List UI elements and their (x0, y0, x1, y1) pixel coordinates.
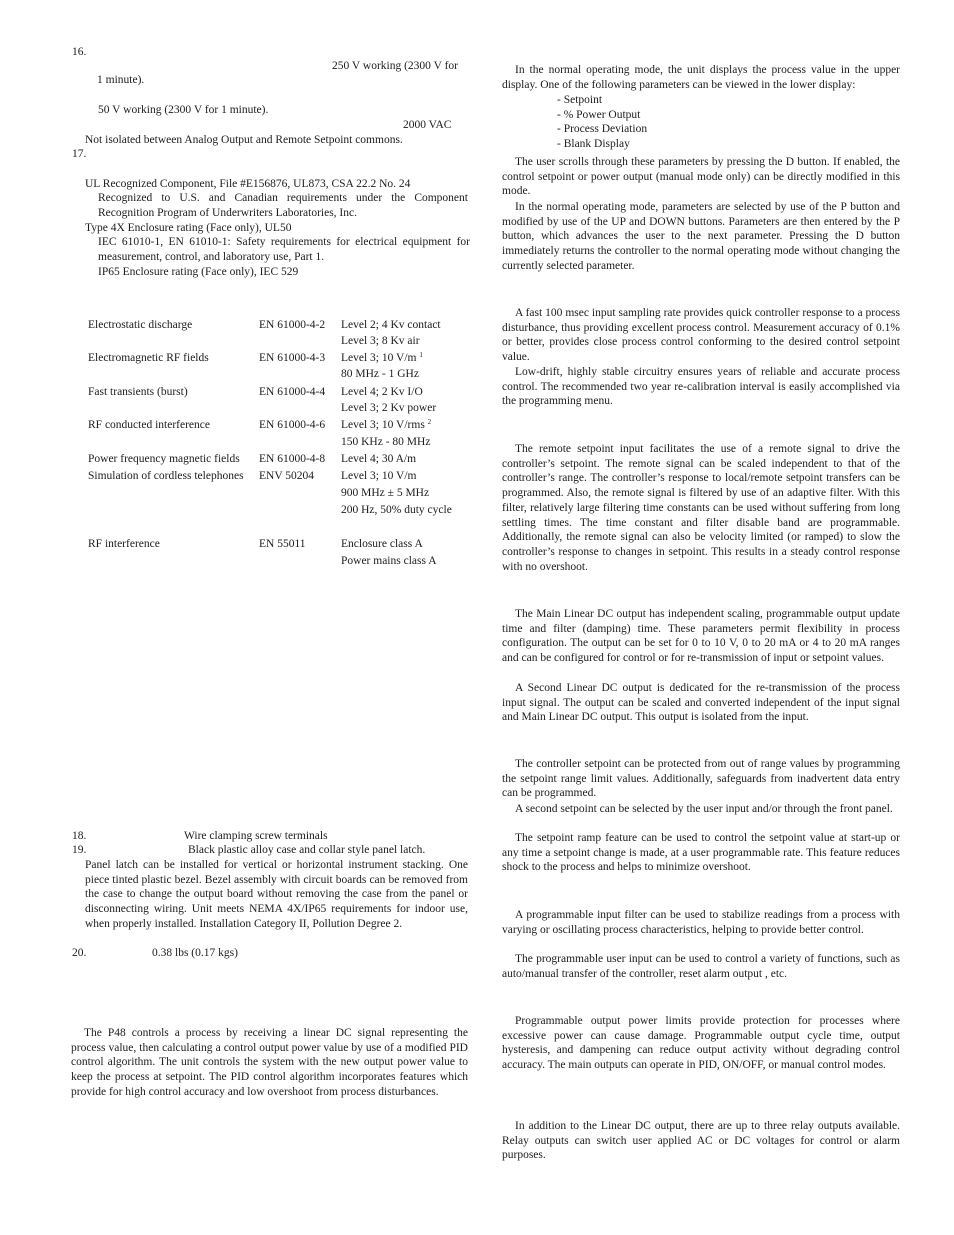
emc-standard: EN 61000-4-3 (259, 352, 326, 364)
input-filter-paragraph: A programmable input filter can be used to stabilize readings from a process with varying or oscillating process characteristics, helping to provide better control. (502, 909, 900, 936)
p48-description: The P48 controls a process by receiving a linear DC signal representing the process value, then calculating a control output power value by use of a modified PID control algorithm. The unit controls the system with the new output power value to keep the process at setpoint. The PID control algorithm incorporates features which provide for high control accuracy and low overshoot from process disturbances. (71, 1027, 468, 1098)
emc-standard: EN 55011 (259, 538, 306, 550)
item-16-line1: 250 V working (2300 V for (332, 60, 458, 72)
list-item: - Setpoint (557, 94, 603, 106)
emc-test-name: Electromagnetic RF fields (88, 352, 209, 364)
linear-output-paragraph-2: A Second Linear DC output is dedicated for the re-transmission of the process input signal. The output can be scaled and converted independent of the input signal and Main Linear DC output. This output is isolated from the input. (502, 682, 900, 724)
display-paragraph-3: In the normal operating mode, parameters are selected by use of the P button and modified by use of the UP and DOWN buttons. Parameters are then entered by the P button, which advances the user to the next parameter. Pressing the D button immediately returns the controller to the normal operating mode without changing the currently selected parameter. (502, 201, 900, 272)
emc-test-name: Power frequency magnetic fields (88, 453, 240, 465)
sampling-paragraph-1: A fast 100 msec input sampling rate provides quick controller response to a process disturbance, thus providing excellent process control. Measurement accuracy of 0.1% or better, provides close process control conforming to the desired control setpoint value. (502, 307, 900, 364)
footnote-marker: 2 (427, 418, 432, 426)
emc-level-2: 900 MHz ± 5 MHz (341, 487, 430, 499)
type-4x-line: Type 4X Enclosure rating (Face only), UL50 (85, 222, 292, 234)
item-19-number: 19. (72, 844, 87, 856)
user-input-paragraph: The programmable user input can be used to control a variety of functions, such as auto/manual transfer of the controller, reset alarm output , etc. (502, 953, 900, 980)
emc-level-2: Level 3; 2 Kv power (341, 402, 437, 414)
setpoint-paragraph-2: A second setpoint can be selected by the user input and/or through the front panel. (515, 803, 893, 815)
display-parameter-list (557, 93, 647, 151)
emc-standard: ENV 50204 (259, 470, 315, 482)
ul-recognized-paragraph: Recognized to U.S. and Canadian requirements under the Component Recognition Program of Underwriters Laboratories, Inc. (98, 192, 468, 219)
emc-level-text: Level 3; 10 V/m (341, 352, 417, 364)
output-power-paragraph: Programmable output power limits provide protection for processes where excessive power can cause damage. Programmable output cycle time, output hysteresis, and dampening can reduce output activity without degrading control accuracy. The main outputs can operate in PID, ON/OFF, or manual control modes. (502, 1015, 900, 1072)
emc-test-name: Electrostatic discharge (88, 319, 193, 331)
setpoint-paragraph-3: The setpoint ramp feature can be used to control the setpoint value at start-up or any time a setpoint change is made, at a user programmable rate. This feature reduces shock to the process and helps to minimize overshoot. (502, 832, 900, 874)
item-18-number: 18. (72, 830, 87, 842)
emc-test-name: Simulation of cordless telephones (88, 470, 244, 482)
list-item: - % Power Output (557, 108, 641, 121)
item-16-number: 16. (72, 46, 87, 58)
emc-standard: EN 61000-4-4 (259, 386, 326, 398)
emc-level: Level 3; 10 V/m (341, 470, 417, 482)
sampling-paragraph-2: Low-drift, highly stable circuitry ensures years of reliable and accurate process control. The recommended two year re-calibration interval is easily accomplished via the programming menu. (502, 366, 900, 408)
item-17-number: 17. (72, 148, 87, 160)
item-16-line4: 2000 VAC (403, 119, 452, 131)
emc-level: Level 2; 4 Kv contact (341, 319, 441, 331)
ip65-line: IP65 Enclosure rating (Face only), IEC 529 (98, 266, 299, 278)
iec-paragraph (98, 235, 470, 264)
display-intro: In the normal operating mode, the unit displays the process value in the upper display. One of the following parameters can be viewed in the lower display: (502, 64, 900, 91)
item-19-paragraph: Panel latch can be installed for vertical or horizontal instrument stacking. One piece tinted plastic bezel. Bezel assembly with circuit boards can be removed from the case to change the output board without removing the case from the panel or disconnecting wiring. Unit meets NEMA 4X/IP65 requirements for indoor use, when properly installed. Installation Category II, Pollution Degree 2. (85, 859, 468, 930)
emc-level-2: 150 KHz - 80 MHz (341, 436, 431, 448)
item-19-first-line: Black plastic alloy case and collar style panel latch. (188, 844, 426, 856)
emc-level: Level 4; 2 Kv I/O (341, 386, 423, 398)
item-16-line2: 1 minute). (97, 74, 145, 86)
item-18-text: Wire clamping screw terminals (184, 830, 328, 842)
linear-output-paragraph-1: The Main Linear DC output has independent scaling, programmable output update time and filter (damping) time. These parameters permit flexibility in process configuration. The output can be set for 0 to 10 V, 0 to 20 mA or 4 to 20 mA ranges and can be configured for control or for re-transmission of input or setpoint values. (502, 608, 900, 665)
item-16-line5: Not isolated between Analog Output and Remote Setpoint commons. (85, 134, 403, 146)
setpoint-paragraph-1: The controller setpoint can be protected from out of range values by programming the setpoint range limit values. Additionally, safeguards from inadvertent data entry can be programmed. (502, 758, 900, 800)
emc-level-2: 80 MHz - 1 GHz (341, 368, 419, 380)
item-20-number: 20. (72, 947, 87, 959)
item-20-text: 0.38 lbs (0.17 kgs) (152, 947, 238, 959)
iec-paragraph-text: IEC 61010-1, EN 61010-1: Safety requirements for electrical equipment for measurement, control, and laboratory use, Part 1. (98, 236, 470, 263)
emc-test-name: RF interference (88, 538, 160, 550)
emc-level-2: Level 3; 8 Kv air (341, 335, 420, 347)
emc-level: Level 4; 30 A/m (341, 453, 417, 465)
emc-test-name: Fast transients (burst) (88, 386, 188, 398)
remote-setpoint-paragraph: The remote setpoint input facilitates the use of a remote signal to drive the controller’s setpoint. The remote signal can be scaled independent to that of the controller’s range. The controller’s response to local/remote setpoint transfers can be programmed. Also, the remote signal is filtered by use of an adaptive filter. With this filter, relatively large filtering time constants can be used without suffering from long settling times. The time constant and filter disable band are programmable. Additionally, the remote signal can also be velocity limited (or ramped) to slow the controller’s response to changes in setpoint. This results in a steady control response with no overshoot. (502, 443, 900, 573)
emc-level-2: Power mains class A (341, 555, 437, 567)
footnote-marker: 1 (419, 351, 423, 359)
emc-level: Enclosure class A (341, 538, 423, 550)
emc-level-3: 200 Hz, 50% duty cycle (341, 504, 452, 516)
list-item: - Blank Display (557, 137, 630, 150)
ul-recognized-line: UL Recognized Component, File #E156876, UL873, CSA 22.2 No. 24 (85, 178, 411, 190)
emc-level (341, 351, 423, 366)
emc-standard: EN 61000-4-8 (259, 453, 326, 465)
item-16-line3: 50 V working (2300 V for 1 minute). (98, 104, 269, 116)
emc-standard: EN 61000-4-2 (259, 319, 326, 331)
emc-test-name: RF conducted interference (88, 419, 210, 431)
emc-standard: EN 61000-4-6 (259, 419, 326, 431)
relay-output-paragraph: In addition to the Linear DC output, there are up to three relay outputs available. Relay outputs can switch user applied AC or DC voltages for control or alarm purposes. (502, 1120, 900, 1162)
emc-level (341, 418, 431, 433)
list-item: - Process Deviation (557, 123, 648, 136)
display-paragraph-2: The user scrolls through these parameters by pressing the D button. If enabled, the control setpoint or power output (manual mode only) can be directly modified in this mode. (502, 156, 900, 198)
emc-level-text: Level 3; 10 V/rms (341, 419, 425, 431)
